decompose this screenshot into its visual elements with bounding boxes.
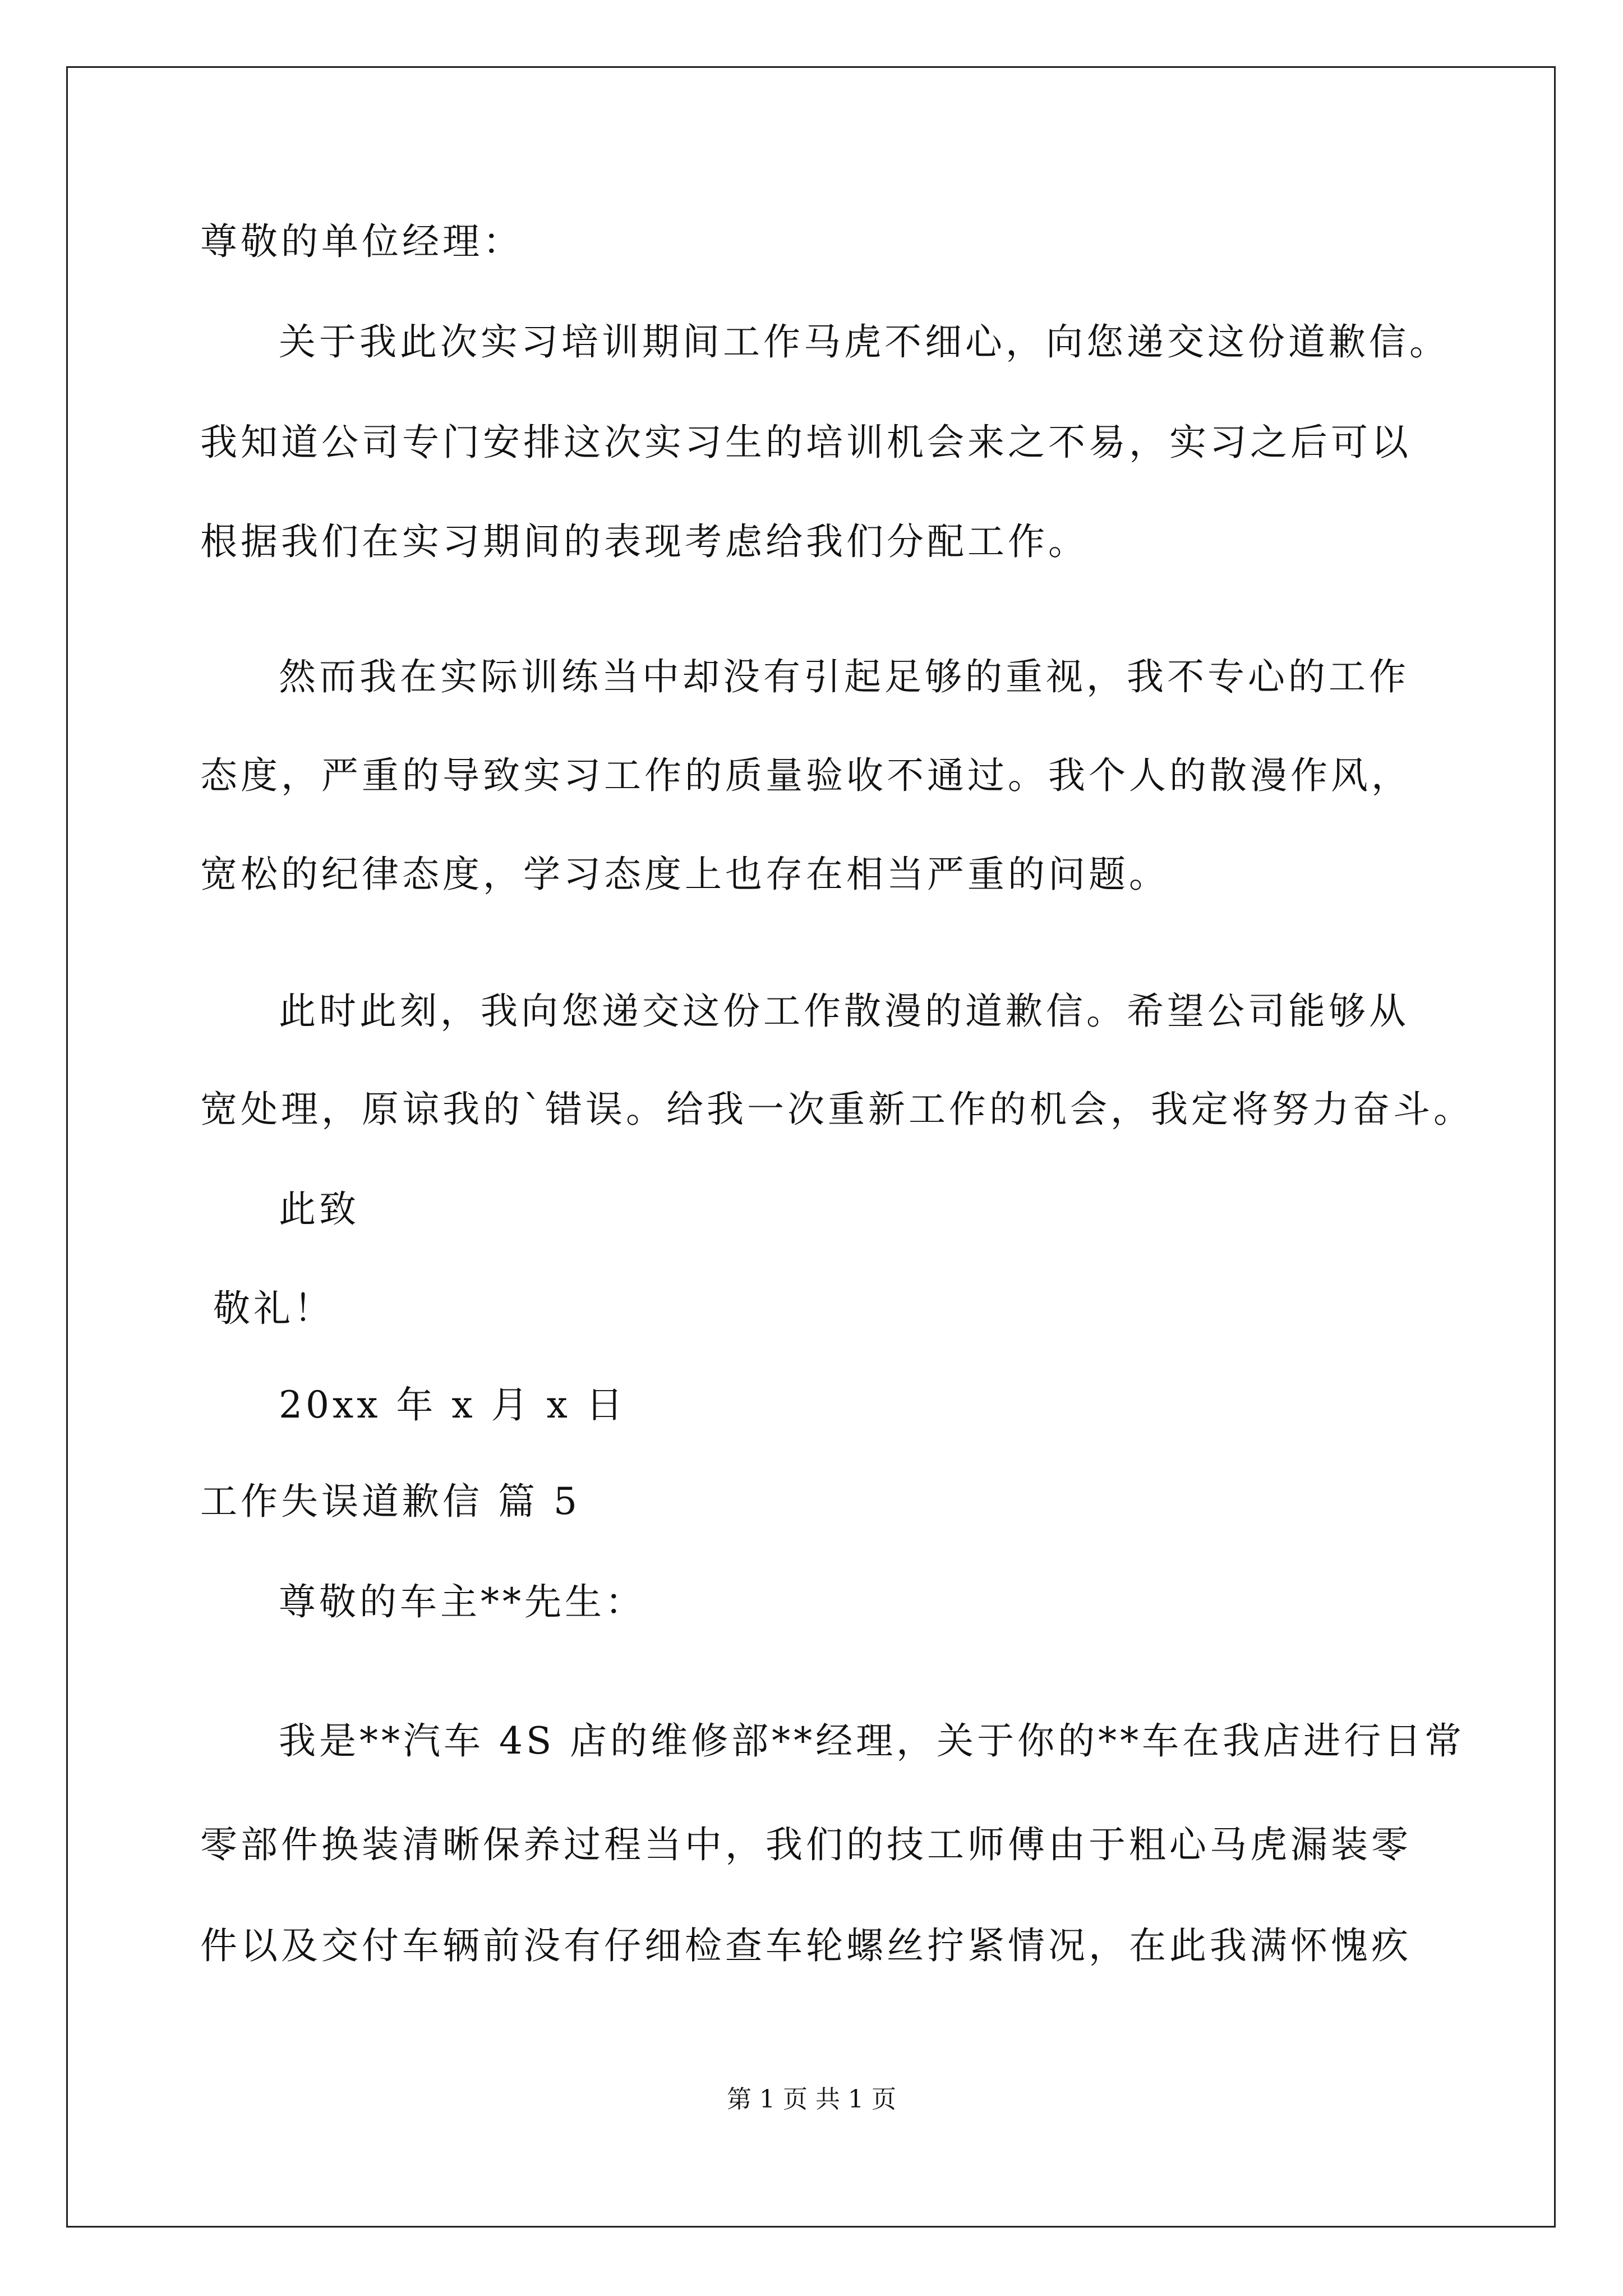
- closing-respect: 敬礼！: [213, 1287, 334, 1330]
- page-footer: 第 1 页 共 1 页: [727, 2085, 896, 2114]
- paragraph-1-line-3: 根据我们在实习期间的表现考虑给我们分配工作。: [200, 520, 1089, 563]
- paragraph-2-line-3: 宽松的纪律态度，学习态度上也存在相当严重的问题。: [200, 853, 1169, 896]
- paragraph-3-line-1: 此时此刻，我向您递交这份工作散漫的道歉信。希望公司能够从: [279, 990, 1409, 1033]
- paragraph-3-line-2: 宽处理，原谅我的`错误。给我一次重新工作的机会，我定将努力奋斗。: [200, 1088, 1474, 1131]
- paragraph-4-line-3: 件以及交付车辆前没有仔细检查车轮螺丝拧紧情况，在此我满怀愧疚: [200, 1924, 1412, 1967]
- paragraph-4-line-1: 我是**汽车 4S 店的维修部**经理，关于你的**车在我店进行日常: [279, 1719, 1465, 1763]
- salutation-2: 尊敬的车主**先生：: [279, 1580, 645, 1623]
- salutation: 尊敬的单位经理：: [200, 220, 523, 263]
- section-heading: 工作失误道歉信 篇 5: [200, 1480, 580, 1523]
- letter-date: 20xx 年 x 月 x 日: [279, 1383, 626, 1427]
- paragraph-1-line-2: 我知道公司专门安排这次实习生的培训机会来之不易，实习之后可以: [200, 421, 1412, 464]
- paragraph-2-line-1: 然而我在实际训练当中却没有引起足够的重视，我不专心的工作: [279, 655, 1409, 698]
- paragraph-4-line-2: 零部件换装清晰保养过程当中，我们的技工师傅由于粗心马虎漏装零: [200, 1823, 1412, 1866]
- paragraph-1-line-1: 关于我此次实习培训期间工作马虎不细心，向您递交这份道歉信。: [279, 320, 1450, 364]
- page-border: [66, 66, 1556, 2228]
- closing-salutation: 此致: [279, 1188, 359, 1231]
- paragraph-2-line-2: 态度，严重的导致实习工作的质量验收不通过。我个人的散漫作风，: [200, 754, 1412, 797]
